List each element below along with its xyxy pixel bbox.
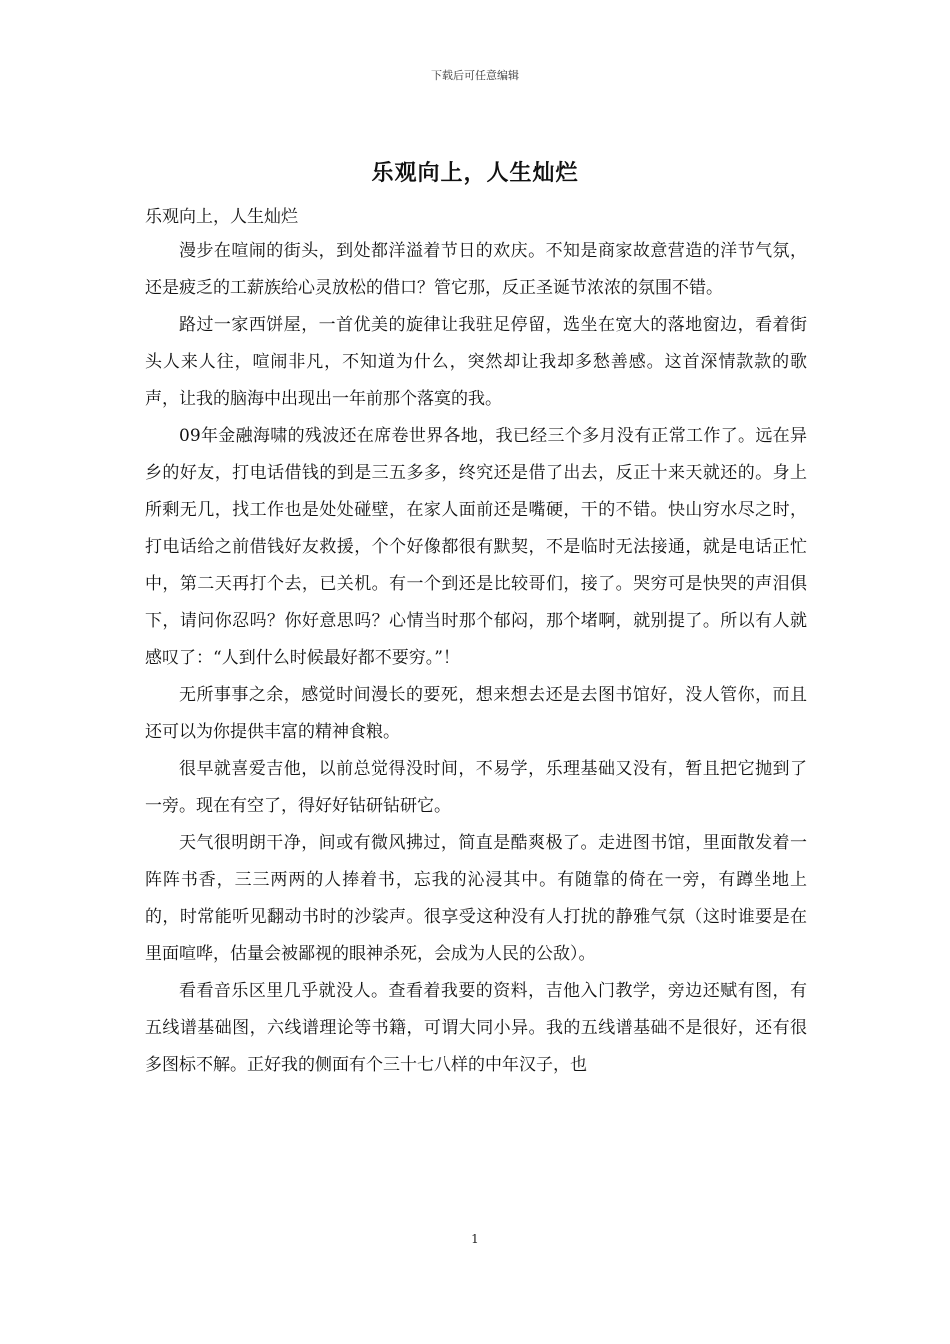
paragraph: 天气很明朗干净，间或有微风拂过，简直是酷爽极了。走进图书馆，里面散发着一阵阵书香，三三两两的人捧着书，忘我的沁浸其中。有随靠的倚在一旁，有蹲坐地上的，时常能听见翻动书时的沙裟声。很享受这种没有人打扰的静雅气氛（这时谁要是在里面喧哗，估量会被鄙视的眼神杀死，会成为人民的公敌）。 (145, 833, 807, 964)
paragraph: 无所事事之余，感觉时间漫长的要死，想来想去还是去图书馆好，没人管你，而且还可以为你提供丰富的精神食粮。 (145, 685, 807, 742)
paragraph: 很早就喜爱吉他，以前总觉得没时间，不易学，乐理基础又没有，暂且把它抛到了一旁。现在有空了，得好好钻研钻研它。 (145, 759, 807, 816)
page-header: 下载后可任意编辑 (431, 69, 519, 82)
paragraph: 路过一家西饼屋，一首优美的旋律让我驻足停留，选坐在宽大的落地窗边，看着街头人来人往，喧闹非凡，不知道为什么，突然却让我却多愁善感。这首深情款款的歌声，让我的脑海中出现出一年前那个落寞的我。 (145, 315, 807, 409)
paragraph: 09年金融海啸的残波还在席卷世界各地，我已经三个多月没有正常工作了。远在异乡的好友，打电话借钱的到是三五多多，终究还是借了出去，反正十来天就还的。身上所剩无几，找工作也是处处碰壁，在家人面前还是嘴硬，干的不错。快山穷水尽之时，打电话给之前借钱好友救援，个个好像都很有默契，不是临时无法接通，就是电话正忙中，第二天再打个去，已关机。有一个到还是比较哥们，接了。哭穷可是快哭的声泪俱下，请问你忍吗？你好意思吗？心情当时那个郁闷，那个堵啊，就别提了。所以有人就感叹了：“人到什么时候最好都不要穷。”！ (145, 426, 807, 668)
document-subtitle: 乐观向上，人生灿烂 (145, 207, 298, 227)
paragraph: 看看音乐区里几乎就没人。查看着我要的资料，吉他入门教学，旁边还赋有图，有五线谱基础图，六线谱理论等书籍，可谓大同小异。我的五线谱基础不是很好，还有很多图标不解。正好我的侧面有个三十七八样的中年汉子，也 (145, 981, 807, 1075)
document-body (145, 233, 807, 1084)
page-number: 1 (471, 1232, 479, 1246)
document-title: 乐观向上，人生灿烂 (371, 160, 579, 186)
paragraph: 漫步在喧闹的街头，到处都洋溢着节日的欢庆。不知是商家故意营造的洋节气氛，还是疲乏的工薪族给心灵放松的借口？管它那，反正圣诞节浓浓的氛围不错。 (145, 241, 807, 298)
